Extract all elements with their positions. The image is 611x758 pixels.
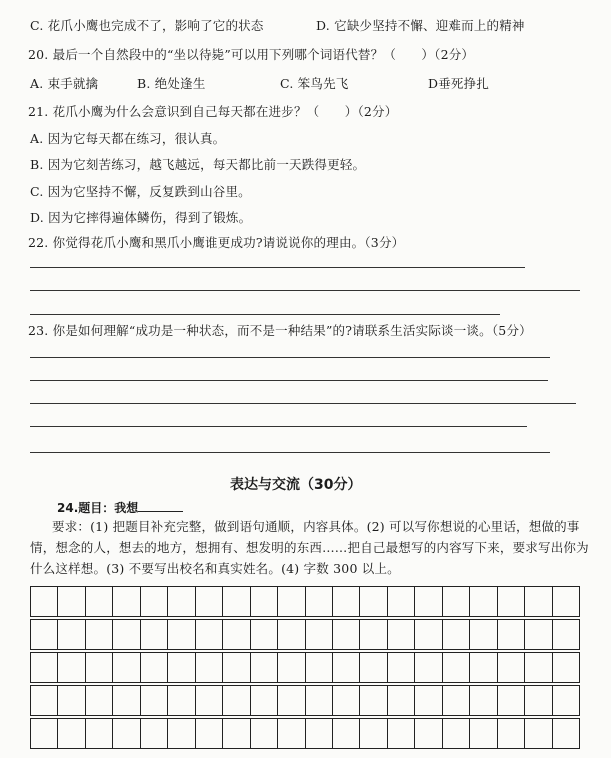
grid-cell[interactable]	[525, 587, 552, 616]
grid-cell[interactable]	[388, 620, 415, 649]
grid-cell[interactable]	[306, 620, 333, 649]
grid-cell[interactable]	[553, 686, 579, 715]
grid-cell[interactable]	[388, 719, 415, 748]
grid-cell[interactable]	[86, 686, 113, 715]
grid-cell[interactable]	[553, 587, 579, 616]
grid-cell[interactable]	[333, 719, 360, 748]
grid-cell[interactable]	[251, 719, 278, 748]
grid-cell[interactable]	[443, 587, 470, 616]
q22-answer-line-1[interactable]	[30, 267, 525, 268]
grid-cell[interactable]	[306, 686, 333, 715]
grid-cell[interactable]	[31, 653, 58, 682]
q24-title-text: 24.题目：我想	[57, 501, 139, 515]
grid-cell[interactable]	[415, 719, 442, 748]
q21-stem: 21. 花爪小鹰为什么会意识到自己每天都在进步？（ ）（2分）	[28, 104, 398, 119]
grid-cell[interactable]	[58, 620, 85, 649]
grid-cell[interactable]	[498, 719, 525, 748]
grid-cell[interactable]	[31, 587, 58, 616]
grid-cell[interactable]	[113, 719, 140, 748]
grid-cell[interactable]	[223, 653, 250, 682]
q20-option-b: B. 绝处逢生	[137, 76, 206, 91]
grid-cell[interactable]	[31, 686, 58, 715]
grid-cell[interactable]	[31, 620, 58, 649]
grid-cell[interactable]	[360, 620, 387, 649]
grid-cell[interactable]	[196, 686, 223, 715]
grid-cell[interactable]	[223, 587, 250, 616]
grid-cell[interactable]	[360, 719, 387, 748]
q22-stem: 22. 你觉得花爪小鹰和黑爪小鹰谁更成功?请说说你的理由。（3分）	[28, 235, 405, 250]
q23-answer-line-1[interactable]	[30, 357, 550, 358]
grid-cell[interactable]	[498, 653, 525, 682]
q20-option-d: D垂死挣扎	[428, 76, 490, 91]
grid-cell[interactable]	[196, 587, 223, 616]
grid-row[interactable]	[30, 652, 580, 683]
q19-option-d: D. 它缺少坚持不懈、迎难而上的精神	[316, 18, 525, 33]
grid-cell[interactable]	[141, 587, 168, 616]
grid-cell[interactable]	[360, 653, 387, 682]
grid-cell[interactable]	[86, 653, 113, 682]
q23-answer-line-4[interactable]	[30, 426, 527, 427]
grid-cell[interactable]	[251, 587, 278, 616]
q24-title	[57, 499, 183, 516]
grid-cell[interactable]	[470, 719, 497, 748]
grid-cell[interactable]	[388, 587, 415, 616]
grid-cell[interactable]	[443, 686, 470, 715]
grid-cell[interactable]	[333, 653, 360, 682]
q22-answer-line-2[interactable]	[30, 290, 580, 291]
q21-option-d: D. 因为它摔得遍体鳞伤，得到了锻炼。	[30, 210, 252, 225]
grid-row[interactable]	[30, 619, 580, 650]
grid-cell[interactable]	[333, 686, 360, 715]
grid-cell[interactable]	[86, 719, 113, 748]
grid-cell[interactable]	[470, 686, 497, 715]
grid-cell[interactable]	[470, 653, 497, 682]
grid-cell[interactable]	[58, 686, 85, 715]
grid-cell[interactable]	[525, 653, 552, 682]
grid-cell[interactable]	[525, 686, 552, 715]
grid-cell[interactable]	[168, 620, 195, 649]
grid-cell[interactable]	[168, 653, 195, 682]
grid-cell[interactable]	[415, 587, 442, 616]
grid-cell[interactable]	[86, 587, 113, 616]
grid-cell[interactable]	[415, 653, 442, 682]
q23-stem: 23. 你是如何理解“成功是一种状态，而不是一种结果”的?请联系生活实际谈一谈。（5分）	[28, 323, 532, 338]
grid-cell[interactable]	[443, 653, 470, 682]
grid-cell[interactable]	[443, 620, 470, 649]
grid-cell[interactable]	[58, 653, 85, 682]
grid-cell[interactable]	[470, 587, 497, 616]
grid-cell[interactable]	[443, 719, 470, 748]
grid-cell[interactable]	[196, 620, 223, 649]
grid-cell[interactable]	[168, 587, 195, 616]
grid-cell[interactable]	[278, 587, 305, 616]
grid-cell[interactable]	[196, 719, 223, 748]
grid-cell[interactable]	[113, 686, 140, 715]
grid-cell[interactable]	[141, 653, 168, 682]
grid-cell[interactable]	[196, 653, 223, 682]
q20-option-a: A. 束手就擒	[30, 76, 99, 91]
grid-cell[interactable]	[223, 719, 250, 748]
grid-cell[interactable]	[278, 620, 305, 649]
grid-cell[interactable]	[168, 686, 195, 715]
q20-stem: 20. 最后一个自然段中的“坐以待毙”可以用下列哪个词语代替？（ ）（2分）	[28, 47, 475, 62]
grid-cell[interactable]	[333, 620, 360, 649]
q21-option-b: B. 因为它刻苦练习，越飞越远，每天都比前一天跌得更轻。	[30, 157, 366, 172]
q23-answer-line-2[interactable]	[30, 380, 548, 381]
grid-cell[interactable]	[360, 587, 387, 616]
q23-answer-line-5[interactable]	[30, 452, 550, 453]
grid-cell[interactable]	[278, 719, 305, 748]
q20-option-c: C. 笨鸟先飞	[280, 76, 349, 91]
grid-cell[interactable]	[223, 620, 250, 649]
grid-cell[interactable]	[553, 719, 579, 748]
q21-option-a: A. 因为它每天都在练习，很认真。	[30, 131, 226, 146]
q22-answer-line-3[interactable]	[30, 314, 500, 315]
grid-cell[interactable]	[553, 620, 579, 649]
grid-cell[interactable]	[498, 587, 525, 616]
grid-cell[interactable]	[168, 719, 195, 748]
q19-option-c: C. 花爪小鹰也完成不了，影响了它的状态	[30, 18, 264, 33]
writing-grid[interactable]	[30, 586, 580, 750]
grid-cell[interactable]	[388, 653, 415, 682]
grid-cell[interactable]	[58, 719, 85, 748]
grid-cell[interactable]	[415, 686, 442, 715]
grid-cell[interactable]	[498, 620, 525, 649]
grid-cell[interactable]	[498, 686, 525, 715]
grid-cell[interactable]	[223, 686, 250, 715]
grid-cell[interactable]	[141, 719, 168, 748]
grid-row[interactable]	[30, 586, 580, 617]
grid-cell[interactable]	[306, 719, 333, 748]
q24-requirements: 要求：(1) 把题目补充完整，做到语句通顺，内容具体。(2) 可以写你想说的心里话，想做的事情，想念的人，想去的地方，想拥有、想发明的东西……把自己最想写的内容写下来，要求写出你为什么这样想。(3) 不要写出校名和真实姓名。(4) 字数 300 以上。	[30, 519, 589, 576]
grid-cell[interactable]	[333, 587, 360, 616]
grid-row[interactable]	[30, 685, 580, 716]
grid-cell[interactable]	[415, 620, 442, 649]
grid-cell[interactable]	[251, 653, 278, 682]
grid-cell[interactable]	[525, 719, 552, 748]
grid-cell[interactable]	[278, 686, 305, 715]
grid-cell[interactable]	[86, 620, 113, 649]
grid-cell[interactable]	[113, 653, 140, 682]
grid-cell[interactable]	[251, 686, 278, 715]
grid-cell[interactable]	[306, 587, 333, 616]
grid-cell[interactable]	[141, 686, 168, 715]
grid-row[interactable]	[30, 718, 580, 749]
grid-cell[interactable]	[306, 653, 333, 682]
grid-cell[interactable]	[553, 653, 579, 682]
q24-title-blank[interactable]	[138, 500, 183, 512]
grid-cell[interactable]	[525, 620, 552, 649]
grid-cell[interactable]	[113, 620, 140, 649]
grid-cell[interactable]	[360, 686, 387, 715]
section-title: 表达与交流（30分）	[230, 477, 362, 493]
grid-cell[interactable]	[470, 620, 497, 649]
grid-cell[interactable]	[31, 719, 58, 748]
q21-option-c: C. 因为它坚持不懈，反复跌到山谷里。	[30, 184, 251, 199]
grid-cell[interactable]	[251, 620, 278, 649]
q23-answer-line-3[interactable]	[30, 403, 576, 404]
grid-cell[interactable]	[388, 686, 415, 715]
grid-cell[interactable]	[141, 620, 168, 649]
grid-cell[interactable]	[278, 653, 305, 682]
grid-cell[interactable]	[113, 587, 140, 616]
grid-cell[interactable]	[58, 587, 85, 616]
